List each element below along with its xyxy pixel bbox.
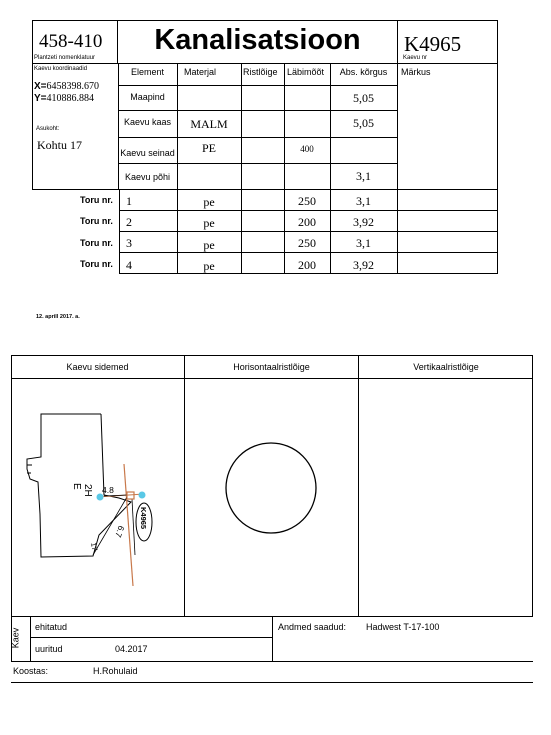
- drawing-title-connections: Kaevu sidemed: [66, 362, 129, 372]
- row-elevation: 5,05: [353, 116, 374, 130]
- header-cross-section: Ristlõige: [243, 67, 278, 77]
- element-table: [32, 63, 498, 190]
- pipe-number: 3: [126, 236, 132, 250]
- footer-source-value: Hadwest T-17-100: [366, 622, 440, 632]
- pipe-elevation: 3,92: [353, 258, 374, 272]
- row-element: Maapind: [130, 92, 165, 102]
- row-element: Kaevu põhi: [124, 172, 171, 182]
- coordinate-x-label: X=: [34, 81, 47, 92]
- row-element: Kaevu kaas: [123, 117, 172, 127]
- footer-source-label: Andmed saadud:: [278, 622, 347, 632]
- well-id: K4965: [404, 32, 462, 56]
- horizontal-section-drawing: [185, 379, 358, 616]
- well-id-caption: Kaevu nr: [403, 55, 428, 61]
- location-caption: Asukoht:: [36, 126, 60, 132]
- location-value: Kohtu 17: [37, 138, 82, 152]
- dimension-line: [104, 495, 127, 496]
- drawing-title-horizontal: Horisontaalristlõige: [233, 362, 310, 372]
- table-hline: [119, 210, 498, 211]
- footer-hline: [11, 682, 533, 683]
- pipe-line: [124, 464, 133, 586]
- header-notes: Märkus: [401, 67, 431, 77]
- building-label-1: 2H: [82, 484, 93, 497]
- dimension-line: [132, 499, 135, 555]
- pipe-elevation: 3,92: [353, 215, 374, 229]
- pipe-diameter: 200: [298, 258, 316, 272]
- table-vline: [397, 63, 398, 274]
- dimension-label-2: 6.7: [113, 524, 127, 539]
- footer-built-label: ehitatud: [35, 622, 68, 632]
- pipe-marker: [139, 492, 146, 499]
- table-vline: [241, 63, 242, 274]
- pipe-number: 2: [126, 215, 132, 229]
- pipe-label: Toru nr.: [80, 238, 113, 248]
- building-label-2: E: [71, 483, 82, 490]
- footer-vline: [272, 617, 273, 662]
- coordinate-y: [34, 93, 94, 104]
- footer-side-label: Kaev: [10, 627, 21, 649]
- footer-inspected-value: 04.2017: [115, 644, 148, 654]
- footer-compiled-value: H.Rohulaid: [93, 666, 138, 676]
- pipe-material: pe: [203, 195, 215, 209]
- footer-hline: [30, 637, 273, 638]
- header-elevation: Abs. kõrgus: [339, 67, 388, 77]
- pipe-label: Toru nr.: [80, 259, 113, 269]
- coordinate-x-value: 6458398.670: [46, 81, 100, 92]
- header-element: Element: [130, 67, 165, 77]
- row-material: MALM: [190, 117, 228, 131]
- table-hline: [118, 137, 398, 138]
- header-material: Materjal: [184, 67, 217, 77]
- coordinate-y-value: 410886.884: [46, 93, 95, 104]
- pipe-label: Toru nr.: [80, 216, 113, 226]
- footer-vline: [30, 617, 31, 662]
- pipe-material: pe: [203, 259, 215, 273]
- table-hline: [118, 85, 398, 86]
- row-elevation: 5,05: [353, 91, 374, 105]
- pipe-diameter: 250: [298, 236, 316, 250]
- row-material: PE: [201, 141, 216, 155]
- page-title: Kanalisatsioon: [154, 24, 361, 56]
- header-diameter: Läbimõõt: [287, 67, 325, 77]
- pipe-number: 1: [126, 194, 132, 208]
- coordinates-caption: Kaevu koordinaadid: [34, 66, 88, 72]
- pipe-elevation: 3,1: [356, 194, 371, 208]
- table-hline: [119, 252, 498, 253]
- footer-inspected-label: uuritud: [35, 644, 63, 654]
- row-elevation: 3,1: [356, 169, 371, 183]
- well-tag-label: K4965: [139, 507, 148, 530]
- pipe-diameter: 250: [298, 194, 316, 208]
- pipe-label: Toru nr.: [80, 195, 113, 205]
- pipe-elevation: 3,1: [356, 236, 371, 250]
- drawing-title-vertical: Vertikaalristlõige: [413, 362, 479, 372]
- drawings-vline: [358, 355, 359, 617]
- pipe-diameter: 200: [298, 215, 316, 229]
- dimension-label-1: 4.8: [102, 485, 114, 495]
- coordinate-y-label: Y=: [34, 93, 47, 104]
- table-hline: [119, 231, 498, 232]
- table-hline: [118, 110, 398, 111]
- coordinate-x: [34, 81, 99, 92]
- date-note: 12. aprill 2017. a.: [36, 314, 80, 320]
- pipe-material: pe: [203, 216, 215, 230]
- footer-hline: [11, 661, 533, 662]
- table-hline: [118, 163, 398, 164]
- row-element: Kaevu seinad: [120, 148, 175, 158]
- connections-sketch: [11, 379, 184, 616]
- footer-compiled-label: Koostas:: [13, 666, 49, 676]
- pipe-material: pe: [203, 238, 215, 252]
- dimension-label-3: 17: [89, 541, 100, 552]
- well-circle: [226, 443, 316, 533]
- sheet-number: 458-410: [39, 31, 103, 52]
- sheet-number-caption: Plantzeti nomenklatuur: [34, 55, 96, 61]
- row-diameter: 400: [300, 144, 314, 154]
- pipe-number: 4: [126, 258, 132, 272]
